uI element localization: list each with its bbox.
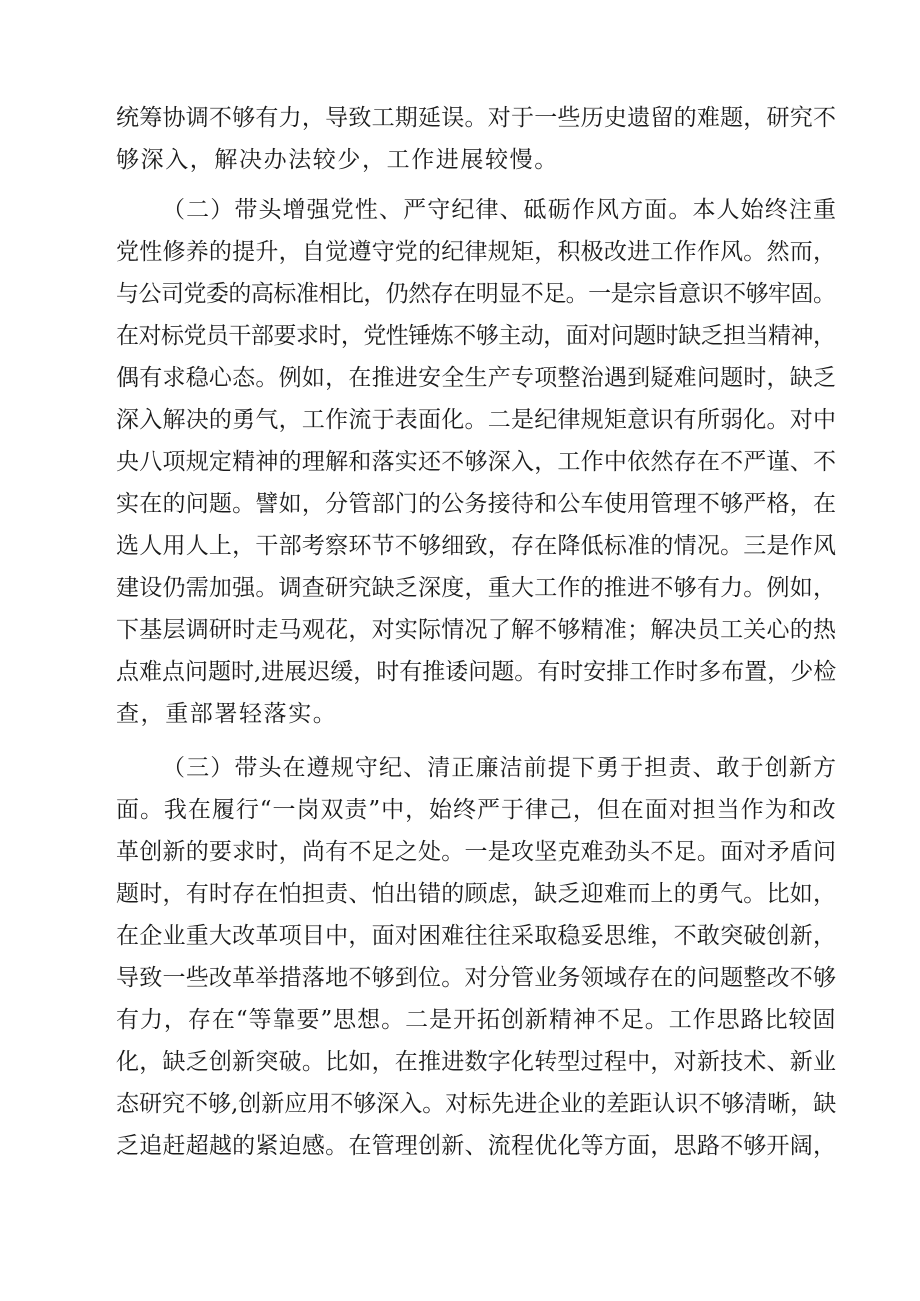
text-line: 态研究不够,创新应用不够深入。对标先进企业的差距认识不够清晰，缺 — [116, 1091, 837, 1117]
text-line: 统筹协调不够有力，导致工期延误。对于一些历史遗留的难题，研究不 — [116, 105, 837, 131]
text-line: 建设仍需加强。调查研究缺乏深度，重大工作的推进不够有力。例如， — [116, 575, 837, 601]
text-line: 在对标党员干部要求时，党性锤炼不够主动，面对问题时缺乏担当精神， — [116, 323, 836, 349]
text-line: 深入解决的勇气，工作流于表面化。二是纪律规矩意识有所弱化。对中 — [116, 407, 837, 433]
text-line: 有力，存在“等靠要”思想。二是开拓创新精神不足。工作思路比较固 — [116, 1007, 837, 1033]
text-line: 革创新的要求时，尚有不足之处。一是攻坚克难劲头不足。面对矛盾问 — [116, 839, 837, 865]
text-line: 够深入，解决办法较少，工作进展较慢。 — [116, 147, 559, 173]
text-line: 党性修养的提升，自觉遵守党的纪律规矩，积极改进工作作风。然而， — [116, 239, 837, 265]
text-line: 化，缺乏创新突破。比如，在推进数字化转型过程中，对新技术、新业 — [116, 1049, 837, 1075]
text-line: 在企业重大改革项目中，面对困难往往采取稳妥思维，不敢突破创新， — [116, 923, 837, 949]
text-line: 面。我在履行“一岗双责”中，始终严于律己，但在面对担当作为和改 — [116, 797, 837, 823]
text-line: 与公司党委的高标准相比，仍然存在明显不足。一是宗旨意识不够牢固。 — [116, 281, 836, 307]
text-line: 导致一些改革举措落地不够到位。对分管业务领域存在的问题整改不够 — [116, 965, 837, 991]
paragraph-first-line: （二）带头增强党性、严守纪律、砥砺作风方面。本人始终注重 — [162, 197, 838, 223]
text-line: 题时，有时存在怕担责、怕出错的顾虑，缺乏迎难而上的勇气。比如， — [116, 881, 837, 907]
paragraph-first-line: （三）带头在遵规守纪、清正廉洁前提下勇于担责、敢于创新方 — [162, 755, 838, 781]
text-line: 实在的问题。譬如，分管部门的公务接待和公车使用管理不够严格，在 — [116, 491, 837, 517]
text-line: 偶有求稳心态。例如，在推进安全生产专项整治遇到疑难问题时，缺乏 — [116, 365, 837, 391]
text-line: 选人用人上，干部考察环节不够细致，存在降低标准的情况。三是作风 — [116, 533, 837, 559]
text-line: 查，重部署轻落实。 — [116, 701, 338, 727]
text-line: 下基层调研时走马观花，对实际情况了解不够精准；解决员工关心的热 — [116, 617, 837, 643]
text-line: 乏追赶超越的紧迫感。在管理创新、流程优化等方面，思路不够开阔， — [116, 1133, 837, 1159]
text-line: 点难点问题时,进展迟缓，时有推诿问题。有时安排工作时多布置，少检 — [116, 659, 837, 685]
text-line: 央八项规定精神的理解和落实还不够深入，工作中依然存在不严谨、不 — [116, 449, 837, 475]
